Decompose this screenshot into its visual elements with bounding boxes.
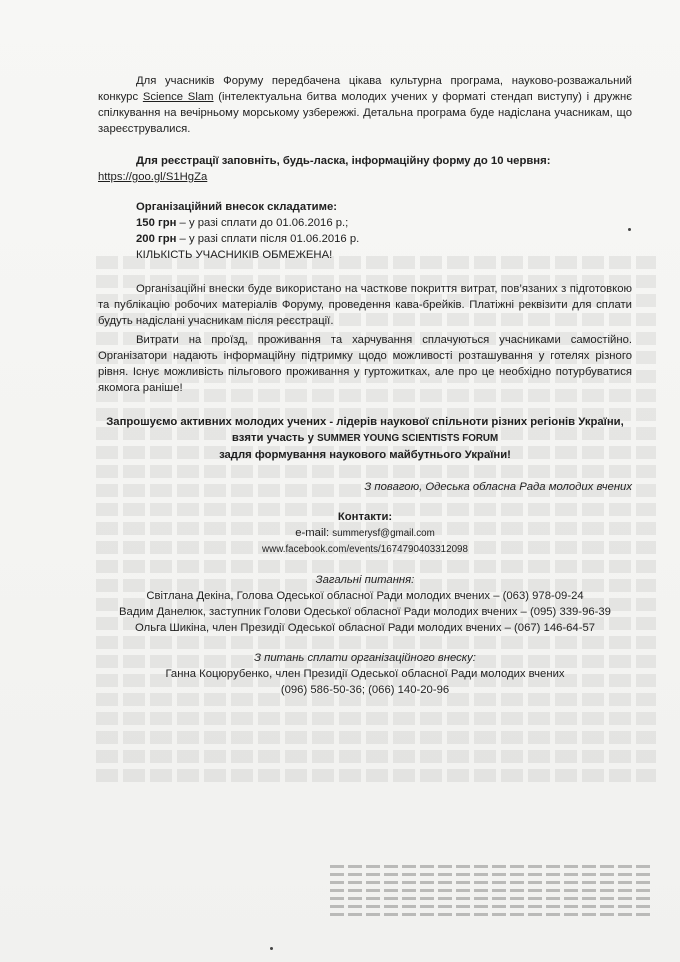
contact-person: Світлана Декіна, Голова Одеської обласної Ради молодих вчених – (063) 978-09-24 xyxy=(146,590,584,602)
invitation-block xyxy=(98,414,632,463)
contact-person: Вадим Данелюк, заступник Голови Одеської обласної Ради молодих вчених – (095) 339-96-39 xyxy=(119,606,611,618)
invitation-line-3: задля формування наукового майбутнього України! xyxy=(219,449,511,461)
general-questions-block xyxy=(98,572,632,636)
payment-contact-person: Ганна Коцюрубенко, член Президії Одеської обласної Ради молодих вчених xyxy=(165,668,565,680)
registration-text: Для реєстрації заповніть, будь-ласка, інформаційну форму до 10 червня: xyxy=(136,155,551,167)
scan-dot xyxy=(270,947,273,950)
registration-form-link[interactable]: https://goo.gl/S1HgZa xyxy=(98,171,208,183)
fee-line-2: 200 грн – у разі сплати після 01.06.2016 р. xyxy=(136,233,360,245)
fee-block xyxy=(98,199,632,263)
payment-questions-block xyxy=(98,650,632,698)
stamp-bleed-through xyxy=(330,860,650,940)
fees-paragraph: Організаційні внески буде використано на часткове покриття витрат, пов’язаних з підготовкою та публікацію робочих матеріалів Форуму, проведення кава-брейків. Платіжні реквізити для сплати будуть надіслані учасникам після реєстрації. xyxy=(98,283,632,327)
participants-limited: КІЛЬКІСТЬ УЧАСНИКІВ ОБМЕЖЕНА! xyxy=(136,249,333,261)
facebook-link[interactable]: www.facebook.com/events/1674790403312098 xyxy=(262,544,468,555)
fee-title: Організаційний внесок складатиме: xyxy=(136,201,338,213)
culture-paragraph: Для учасників Форуму передбачена цікава культурна програма, науково-розважальний конкурс Science Slam (інтелектуальна битва молодих учених у форматі стендап виступу) і дружнє спілкування на вечірньому морському узбережжі. Детальна програма буде надіслана учасникам, що зареєструвалися. xyxy=(98,75,632,135)
invitation-line-1: Запрошуємо активних молодих учених - лідерів наукової спільноти різних регіонів України, xyxy=(106,416,624,428)
document-body xyxy=(98,0,632,698)
email-link[interactable]: summerysf@gmail.com xyxy=(332,528,435,539)
payment-questions-title: З питань сплати організаційного внеску: xyxy=(254,652,476,664)
science-slam-link[interactable]: Science Slam xyxy=(142,91,214,103)
general-questions-title: Загальні питання: xyxy=(315,574,415,586)
contacts-block xyxy=(98,509,632,558)
invitation-line-2: взяти участь у SUMMER YOUNG SCIENTISTS FORUM xyxy=(231,432,499,444)
contact-person: Ольга Шикіна, член Президії Одеської обласної Ради молодих вчених – (067) 146-64-57 xyxy=(134,622,596,634)
payment-contact-phones: (096) 586-50-36; (066) 140-20-96 xyxy=(280,684,450,696)
fee-line-1: 150 грн – у разі сплати до 01.06.2016 р.; xyxy=(136,217,349,229)
email-line: e-mail: summerysf@gmail.com xyxy=(295,527,435,539)
signature: З повагою, Одеська обласна Рада молодих вчених xyxy=(364,481,632,493)
registration-link-line xyxy=(98,169,632,185)
contacts-title: Контакти: xyxy=(337,511,393,523)
scan-dot xyxy=(628,228,631,231)
travel-paragraph: Витрати на проїзд, проживання та харчування сплачуються учасниками самостійно. Організатори надають інформаційну підтримку щодо можливості розташування у готелях різного рівня. Існує можливість пільгового проживання у гуртожитках, але про це необхідно потурбуватися якомога раніше! xyxy=(98,334,632,394)
